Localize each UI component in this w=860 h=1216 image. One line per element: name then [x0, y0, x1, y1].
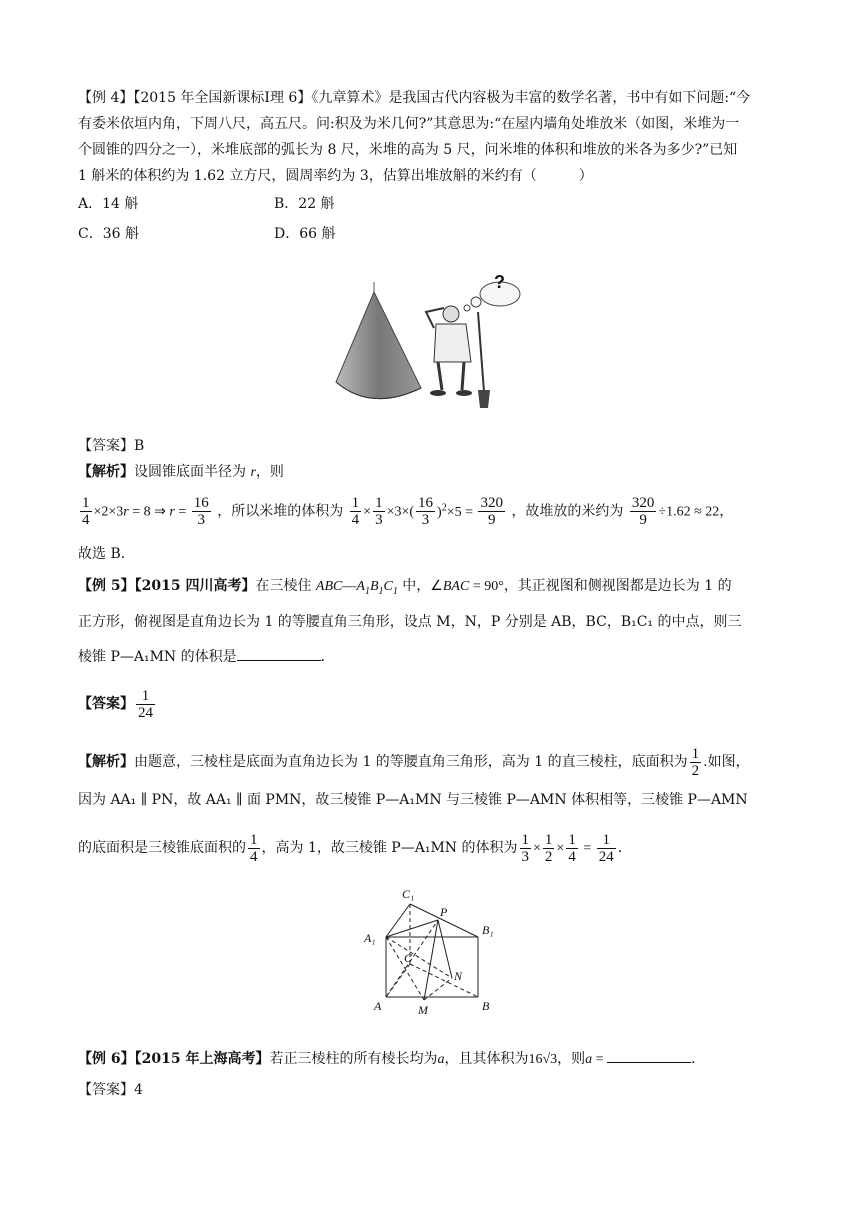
- ex5-line1-c: ，其正视图和侧视图都是边长为 1 的: [503, 578, 732, 594]
- label-a1: A₁: [364, 931, 376, 945]
- ex4-line-4: 1 斛米的体积约为 1.62 立方尺，圆周率约为 3，估算出堆放斛的米约有（ ）: [78, 168, 593, 184]
- answer-blank: [237, 646, 321, 661]
- label-p: P: [440, 905, 448, 919]
- ex6-volume: 16√3: [528, 1052, 558, 1067]
- answer-denominator: 24: [138, 704, 153, 721]
- ex5-answer-label: 【答案】: [78, 696, 134, 712]
- ex4-line-1: 【例 4】【2015 年全国新课标Ⅰ理 6】《九章算术》是我国古代内容极为丰富的数学名著，书中有如下问题:“今: [78, 90, 751, 106]
- ex5-label: 【例 5】【2015 四川高考】: [78, 578, 256, 594]
- triangular-prism-diagram: [358, 882, 508, 1022]
- ex4-option-b: B．22 斛: [274, 196, 335, 212]
- ex4-conclusion: 故选 B．: [78, 546, 135, 562]
- ex6-answer: 【答案】4: [78, 1082, 143, 1098]
- cone-rice-pile-illustration: [326, 262, 526, 422]
- eq-text-2: ，故堆放的米约为: [511, 503, 624, 520]
- ex5-line-3: 棱锥 P—A₁MN 的体积是 ．: [78, 646, 335, 667]
- question-mark-glyph: ?: [494, 272, 505, 292]
- label-b: B: [482, 999, 490, 1013]
- ex5-line-2: 正方形，俯视图是直角边长为 1 的等腰直角三角形，设点 M，N，P 分别是 AB，BC，B₁C₁ 的中点，则三: [78, 614, 742, 630]
- ex5-analysis-3-b: ，高为 1，故三棱锥 P—A₁MN 的体积为: [261, 840, 518, 856]
- label-c: C: [404, 951, 413, 965]
- analysis-text: 设圆锥底面半径为: [134, 464, 246, 480]
- analysis-label: 【解析】: [78, 464, 134, 480]
- eq-text-1: ，所以米堆的体积为: [217, 503, 344, 520]
- ex4-equation: $\frac{1}{4}$ ×2×3r = 8 ⇒ r = $\frac{16}{3}$ ，所以米堆的体积为 $\frac{1}{4}$ × $\frac{1}{3}$ ×3×( $\frac{16}{3}$ )$^2$×5 = $\frac{320}{9}$ ，故堆放的米约为 $\frac{320}{9}$ ÷1.62 ≈ 22，: [82, 495, 734, 529]
- ex5-analysis-2: 因为 AA₁ ∥ PN，故 AA₁ ∥ 面 PMN，故三棱锥 P—A₁MN 与三棱锥 P—AMN 体积相等，三棱锥 P—AMN: [78, 792, 748, 808]
- ex4-option-d: D．66 斛: [274, 226, 336, 242]
- ex4-option-c: C．36 斛: [78, 226, 139, 242]
- ex5-analysis-1-tail: .如图，: [703, 754, 750, 770]
- ex5-line3-text: 棱锥 P—A₁MN 的体积是: [78, 649, 237, 665]
- label-n: N: [454, 969, 463, 983]
- answer-numerator: 1: [141, 687, 150, 704]
- radius-symbol: r: [250, 465, 256, 480]
- label-b1: B₁: [482, 923, 494, 937]
- ex6-answer-blank: [607, 1048, 691, 1063]
- label-a: A: [374, 999, 382, 1013]
- ex4-line-2: 有委米依垣内角，下周八尺，高五尺。问:积及为米几何?”其意思为:“在屋内墙角处堆放米（如图，米堆为一: [78, 116, 740, 132]
- ex5-analysis-1: 【解析】由题意，三棱柱是底面为直角边长为 1 的等腰直角三角形，高为 1 的直三棱柱，底面积为 $\frac{1}{2}$ .如图，: [78, 745, 750, 779]
- label-m: M: [418, 1003, 428, 1017]
- ex6-text-c: ，则: [557, 1051, 586, 1067]
- ex6-label: 【例 6】【2015 年上海高考】: [78, 1051, 270, 1067]
- ex5-analysis-label: 【解析】: [78, 754, 134, 770]
- ex4-analysis: [78, 462, 284, 483]
- ex5-line1-b: 中，: [397, 578, 431, 594]
- ex4-line-3: 个圆锥的四分之一），米堆底部的弧长为 8 尺，米堆的高为 5 尺，问米堆的体积和堆放的米各为多少?”已知: [78, 142, 738, 158]
- ex6-text-a: 若正三棱柱的所有棱长均为: [269, 1051, 438, 1067]
- eq-text-3: ÷1.62 ≈ 22，: [658, 504, 734, 520]
- ex5-answer: [78, 684, 157, 724]
- ex5-analysis-3: 的底面积是三棱锥底面积的 $\frac{1}{4}$ ，高为 1，故三棱锥 P—A₁MN 的体积为 $\frac{1}{3}$ × $\frac{1}{2}$ × $\frac{1}{4}$ = $\frac{1}{24}$ ．: [78, 831, 632, 865]
- ex6-line: 【例 6】【2015 年上海高考】若正三棱柱的所有棱长均为a，且其体积为16√3，则a = ．: [78, 1048, 705, 1070]
- label-c1: C₁: [402, 887, 415, 901]
- ex5-analysis-1-text: 由题意，三棱柱是底面为直角边长为 1 的等腰直角三角形，高为 1 的直三棱柱，底面积为: [134, 754, 688, 770]
- ex4-option-a: A．14 斛: [78, 196, 139, 212]
- ex4-answer: 【答案】B: [78, 438, 145, 454]
- ex6-text-b: ，且其体积为: [444, 1051, 529, 1067]
- ex5-analysis-3-a: 的底面积是三棱锥底面积的: [78, 840, 246, 856]
- ex5-line-1: 【例 5】【2015 四川高考】在三棱住 $ABC—A_1B_1C_1$ 中，∠BAC = 90°，其正视图和侧视图都是边长为 1 的: [78, 578, 732, 597]
- analysis-then: ，则: [255, 464, 284, 480]
- ex5-line1-a: 在三棱住: [255, 578, 316, 594]
